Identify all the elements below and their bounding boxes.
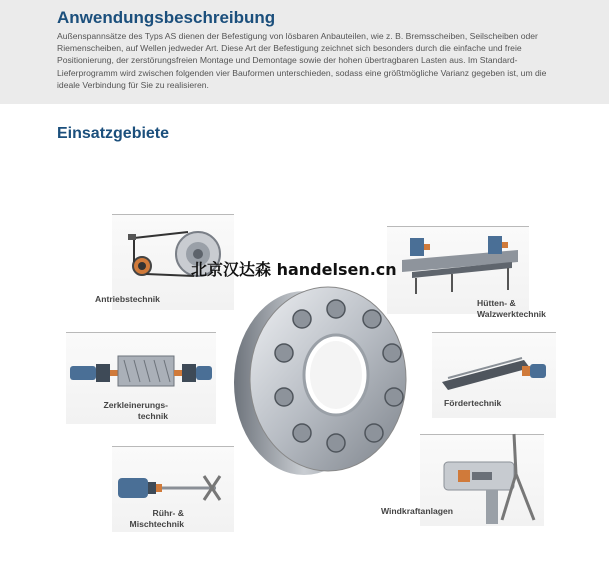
area-label-windkraftanlagen: Windkraftanlagen [381,506,454,516]
watermark-text: 北京汉达森 handelsen.cn [191,260,397,279]
rolling-mill-illustration [392,232,526,298]
description-text: Außenspannsätze des Typs AS dienen der Befestigung von lösbaren Anbauteilen, wie z. B. Bremsscheiben, Seilscheiben oder Riemenscheiben, auf Wellen jedweder Art. Diese Art der Befestigung zeichnet sich besonders durch die einfache und freie Positionierung, der zerstörungsfreien Montage und Demontage sowie der hohen übertragbaren Lasten aus. Im Standard-Lieferprogramm wird zwischen folgenden vier Bauformen unterschieden, sodass eine größtmögliche Varianz gegeben ist, um die ideale Verbindung für Sie zu realisieren. [57,31,547,90]
area-label-antriebstechnik: Antriebstechnik [95,294,160,304]
area-label-foerdertechnik: Fördertechnik [444,398,502,408]
conveyor-illustration [440,356,550,392]
area-label-zerkleinerungstechnik: Zerkleinerungs- technik [103,400,168,421]
page-title: Anwendungsbeschreibung [57,8,276,27]
shredder-illustration [70,352,220,392]
area-label-ruehr-mischtechnik: Rühr- & Mischtechnik [129,508,184,529]
area-label-huetten-walzwerktechnik: Hütten- & Walzwerktechnik [477,298,546,319]
section-title: Einsatzgebiete [57,125,170,142]
shrink-disc-illustration [232,283,412,483]
mixer-illustration [116,470,236,510]
